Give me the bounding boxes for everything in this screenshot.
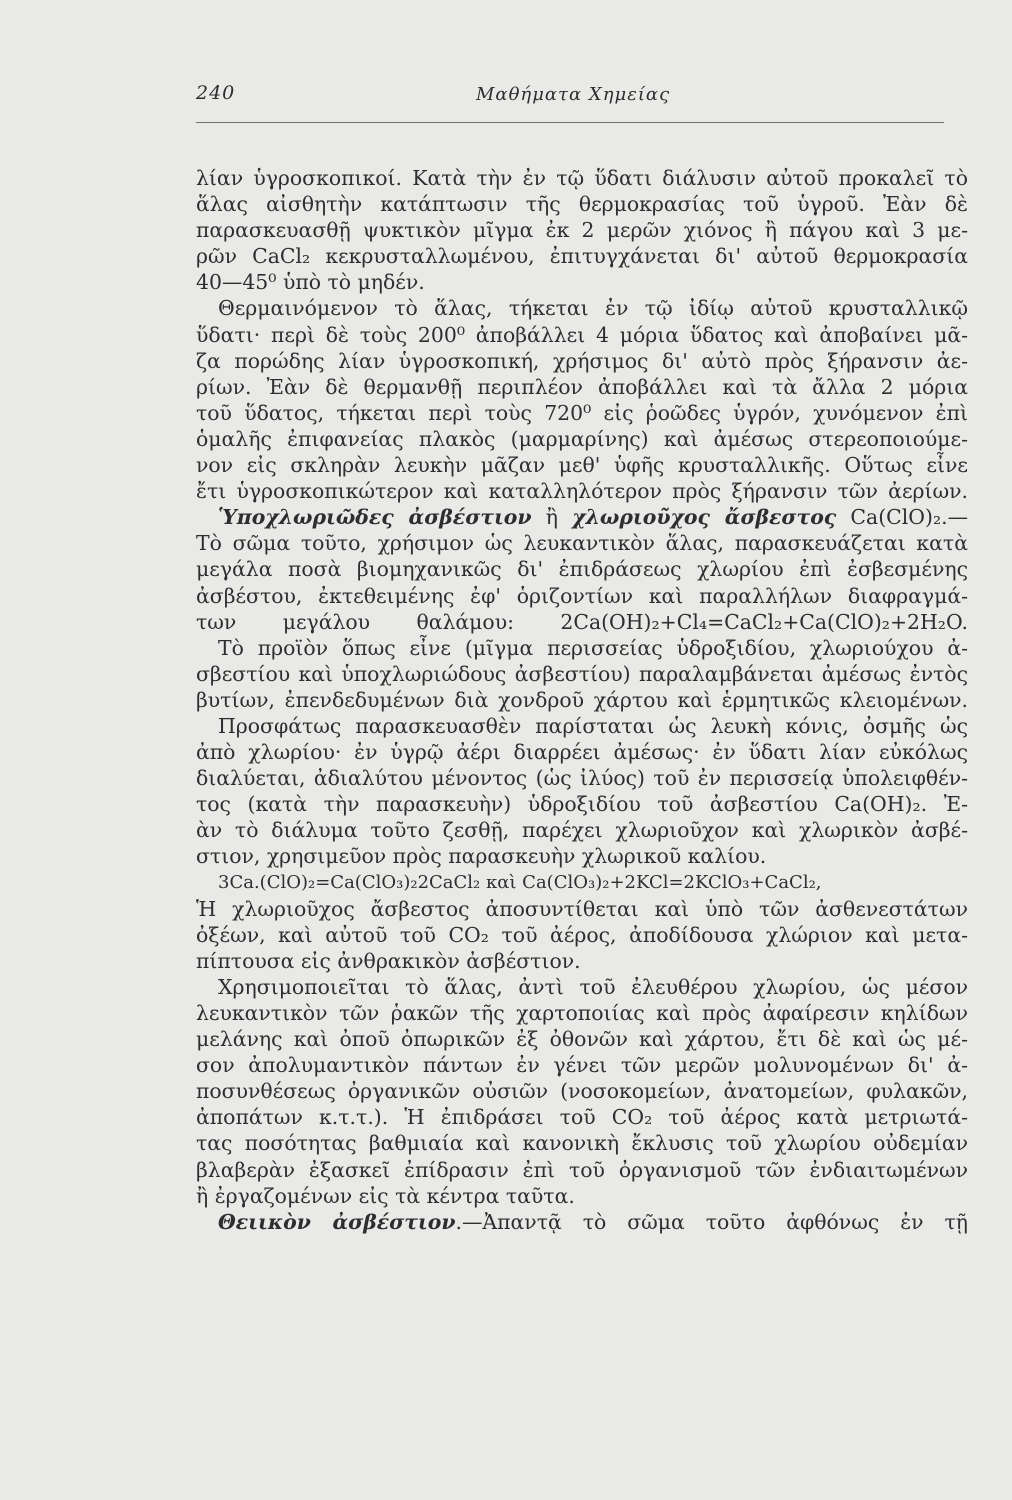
text-line: ἀσβέστου, ἐκτεθειμένης ἐφ' ὁριζοντίων καὶ παραλλήλων διαφραγμά-: [196, 583, 968, 608]
text-line: διαλύεται, ἀδιαλύτου μένοντος (ὡς ἰλύος) τοῦ ἐν περισσείᾳ ὑπολειφθέν-: [196, 766, 968, 791]
text-line: ρῶν CaCl₂ κεκρυσταλλωμένου, ἐπιτυγχάνεται δι' αὐτοῦ θερμοκρασία: [196, 244, 968, 269]
section-heading-alt: χλωριοῦχος ἄσβεστος: [572, 505, 837, 530]
heading-formula: Ca(ClO)₂.—: [836, 505, 968, 530]
text-line: ὕδατι· περὶ δὲ τοὺς 200⁰ ἀποβάλλει 4 μόρια ὕδατος καὶ ἀποβαίνει μᾶ-: [196, 322, 968, 347]
page-header: [196, 82, 944, 123]
paragraph: [196, 635, 968, 713]
text-line: μεγάλα ποσὰ βιομηχανικῶς δι' ἐπιδράσεως χλωρίου ἐπὶ ἐσβεσμένης: [196, 557, 968, 582]
text-line: σβεστίου καὶ ὑποχλωριώδους ἀσβεστίου) παραλαμβάνεται ἀμέσως ἐντὸς: [196, 661, 968, 686]
section-heading: Θειικὸν ἀσβέστιον: [218, 1209, 456, 1234]
text-line: ἀποπάτων κ.τ.τ.). Ἡ ἐπιδράσει τοῦ CO₂ τοῦ ἀέρος κατὰ μετριωτά-: [196, 1105, 968, 1130]
text-line: ὀξέων, καὶ αὐτοῦ τοῦ CO₂ τοῦ ἀέρος, ἀποδίδουσα χλώριον καὶ μετα-: [196, 922, 968, 947]
text-line: των μεγάλου θαλάμου: 2Ca(OH)₂+Cl₄=CaCl₂+Ca(ClO)₂+2H₂O.: [196, 609, 968, 634]
text-line: ἢ ἐργαζομένων εἰς τὰ κέντρα ταῦτα.: [196, 1183, 575, 1208]
text-line: βυτίων, ἐπενδεδυμένων διὰ χονδροῦ χάρτου καὶ ἑρμητικῶς κλειομένων.: [196, 687, 968, 712]
text-line: Χρησιμοποιεῖται τὸ ἅλας, ἀντὶ τοῦ ἐλευθέρου χλωρίου, ὡς μέσον: [218, 974, 968, 999]
section-heading: Ὑποχλωριῶδες ἀσβέστιον: [218, 505, 532, 530]
paragraph: [196, 504, 968, 634]
text-line: ἅλας αἰσθητὴν κατάπτωσιν τῆς θερμοκρασίας τοῦ ὑγροῦ. Ἐὰν δὲ: [196, 192, 968, 217]
paragraph: [196, 165, 968, 295]
text-line: ποσυνθέσεως ὀργανικῶν οὐσιῶν (νοσοκομείων, ἀνατομείων, φυλακῶν,: [196, 1079, 968, 1104]
paragraph: [196, 896, 968, 974]
text-line: πίπτουσα εἰς ἀνθρακικὸν ἀσβέστιον.: [196, 948, 581, 973]
text-line: ζα πορώδης λίαν ὑγροσκοπική, χρήσιμος δι' αὐτὸ πρὸς ξήρανσιν ἀε-: [196, 348, 968, 373]
paragraph: [196, 1209, 968, 1235]
text-line: ἀπὸ χλωρίου· ἐν ὑγρῷ ἀέρι διαρρέει ἀμέσως· ἐν ὕδατι λίαν εὐκόλως: [196, 740, 968, 765]
text-line: τας ποσότητας βαθμιαία καὶ κανονικὴ ἔκλυσις τοῦ χλωρίου οὐδεμίαν: [196, 1131, 968, 1156]
text-line: Τὸ σῶμα τοῦτο, χρήσιμον ὡς λευκαντικὸν ἅλας, παρασκευάζεται κατὰ: [196, 531, 968, 556]
text-line: σον ἀπολυμαντικὸν πάντων ἐν γένει τῶν μερῶν μολυνομένων δι' ἀ-: [196, 1053, 968, 1078]
text-line: 40—45⁰ ὑπὸ τὸ μηδέν.: [196, 270, 425, 295]
text-line: ὁμαλῆς ἐπιφανείας πλακὸς (μαρμαρίνης) καὶ ἀμέσως στερεοποιούμε-: [196, 426, 968, 451]
text-line: Προσφάτως παρασκευασθὲν παρίσταται ὡς λευκὴ κόνις, ὀσμῆς ὡς: [218, 713, 968, 738]
text-line: μελάνης καὶ ὀποῦ ὀπωρικῶν ἐξ ὀθονῶν καὶ χάρτου, ἔτι δὲ καὶ ὡς μέ-: [196, 1027, 968, 1052]
text-line: βλαβερὰν ἐξασκεῖ ἐπίδρασιν ἐπὶ τοῦ ὀργανισμοῦ τῶν ἐνδιαιτωμένων: [196, 1157, 968, 1182]
heading-continuation: .—Ἀπαντᾷ τὸ σῶμα τοῦτο ἀφθόνως ἐν τῇ: [455, 1209, 968, 1234]
formula-line: [196, 870, 968, 896]
chemical-equation: 3Ca.(ClO)₂=Ca(ClO₃)₂2CaCl₂ καὶ Ca(ClO₃)₂+2KCl=2KClO₃+CaCl₂,: [218, 871, 822, 893]
text-line: τοῦ ὕδατος, τήκεται περὶ τοὺς 720⁰ εἰς ῥοῶδες ὑγρόν, χυνόμενον ἐπὶ: [196, 400, 968, 425]
paragraph: [196, 713, 968, 870]
paragraph: [196, 295, 968, 504]
section-heading-line: [196, 504, 968, 530]
heading-joiner: ἢ: [531, 505, 573, 530]
text-line: λευκαντικὸν τῶν ῥακῶν τῆς χαρτοποιίας καὶ πρὸς ἀφαίρεσιν κηλίδων: [196, 1001, 968, 1025]
text-line: στιον, χρησιμεῦον πρὸς παρασκευὴν χλωρικοῦ καλίου.: [196, 844, 767, 869]
text-line: ὰν τὸ διάλυμα τοῦτο ζεσθῇ, παρέχει χλωριοῦχον καὶ χλωρικὸν ἀσβέ-: [196, 818, 968, 843]
text-line: παρασκευασθῇ ψυκτικὸν μῖγμα ἐκ 2 μερῶν χιόνος ἢ πάγου καὶ 3 με-: [196, 218, 968, 243]
section-heading-line: [196, 1209, 968, 1235]
text-line: νον εἰς σκληρὰν λευκὴν μᾶζαν μεθ' ὑφῆς κρυσταλλικῆς. Οὕτως εἶνε: [196, 453, 968, 478]
text-line: ἔτι ὑγροσκοπικώτερον καὶ καταλληλότερον πρὸς ξήρανσιν τῶν ἀερίων.: [196, 479, 968, 504]
text-line: Τὸ προϊὸν ὅπως εἶνε (μῖγμα περισσείας ὑδροξιδίου, χλωριούχου ἀ-: [218, 635, 968, 660]
text-line: λίαν ὑγροσκοπικοί. Κατὰ τὴν ἐν τῷ ὕδατι διάλυσιν αὐτοῦ προκαλεῖ τὸ: [196, 166, 968, 190]
running-title: Μαθήματα Χημείας: [476, 84, 671, 105]
text-line: Ἡ χλωριοῦχος ἄσβεστος ἀποσυντίθεται καὶ ὑπὸ τῶν ἀσθενεστάτων: [196, 896, 968, 921]
text-line: τος (κατὰ τὴν παρασκευὴν) ὑδροξιδίου τοῦ ἀσβεστίου Ca(OH)₂. Ἐ-: [196, 792, 968, 817]
text-line: ρίων. Ἐὰν δὲ θερμανθῇ περιπλέον ἀποβάλλει καὶ τὰ ἄλλα 2 μόρια: [196, 374, 968, 399]
paragraph: [196, 974, 968, 1209]
body-text: [196, 165, 968, 1235]
text-line: Θερμαινόμενον τὸ ἅλας, τήκεται ἐν τῷ ἰδίῳ αὐτοῦ κρυσταλλικῷ: [218, 296, 968, 321]
page-number: 240: [196, 82, 236, 104]
